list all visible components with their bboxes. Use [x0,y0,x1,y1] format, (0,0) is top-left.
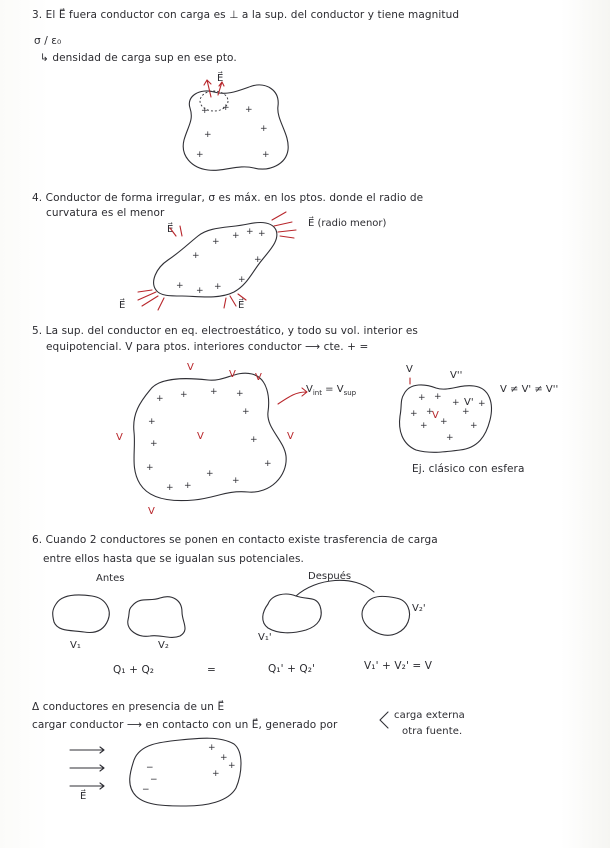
svg-text:+: + [220,753,228,763]
s6-v2p: V₂' [412,603,426,614]
s7-e-label: E⃗ [80,791,87,802]
s4-e-annotation: E⃗ (radio menor) [308,218,387,229]
s5-line1: 5. La sup. del conductor en eq. electroestático, y todo su vol. interior es [32,325,418,337]
s5-vtop: V [406,364,413,375]
svg-text:+: + [262,150,270,160]
svg-text:+: + [222,103,230,113]
s5-vint-sub: int [312,389,322,397]
svg-text:V: V [287,431,294,442]
svg-text:+: + [260,124,268,134]
s4-conductor-blob [138,212,296,310]
s5-v-neq: V ≠ V' ≠ V'' [500,384,559,395]
svg-text:+: + [156,394,164,404]
svg-text:+: + [250,435,258,445]
svg-text:+: + [228,761,236,771]
svg-text:+: + [420,421,428,431]
svg-text:+: + [264,459,272,469]
svg-text:+: + [238,275,246,285]
svg-text:+: + [246,227,254,237]
svg-text:+: + [150,439,158,449]
svg-text:+: + [208,743,216,753]
s7-field-conductor [70,712,388,806]
svg-text:+: + [478,399,486,409]
svg-text:V: V [229,369,236,380]
svg-text:V: V [148,506,155,517]
s7-option-external-charge: carga externa [394,710,465,721]
s7-line2: cargar conductor ⟶ en contacto con un E⃗, generado por [32,719,338,731]
svg-text:−: − [150,775,158,785]
s6-v1p: V₁' [258,632,272,643]
s3-e-label: E⃗ [217,73,224,84]
s5-example: Ej. clásico con esfera [412,463,525,475]
svg-text:+: + [146,463,154,473]
svg-text:+: + [204,130,212,140]
s6-eq-left: Q₁ + Q₂ [113,664,155,676]
s4-e-bottom-left: E⃗ [119,300,126,311]
svg-text:+: + [184,481,192,491]
svg-text:+: + [166,483,174,493]
svg-text:+: + [210,387,218,397]
svg-text:+: + [192,251,200,261]
svg-text:+: + [470,421,478,431]
s3-sigma: σ / ε₀ [34,35,62,47]
svg-text:+: + [446,433,454,443]
s4-e-bottom-right: E⃗ [238,300,245,311]
svg-text:V: V [197,431,204,442]
s6-after-conductors [263,580,410,635]
svg-text:+: + [214,282,222,292]
s7-option-other-source: otra fuente. [402,726,463,737]
s4-line1: 4. Conductor de forma irregular, σ es máx. en los ptos. donde el radio de [32,192,424,204]
svg-text:+: + [440,417,448,427]
svg-text:+: + [258,229,266,239]
s5-line2: equipotencial. V para ptos. interiores conductor ⟶ cte. + = [46,341,369,353]
s6-line2: entre ellos hasta que se igualan sus potenciales. [43,553,304,565]
svg-text:+: + [426,407,434,417]
svg-text:+: + [245,105,253,115]
svg-text:+: + [212,237,220,247]
s6-antes: Antes [96,573,125,584]
s5-vint: V [306,384,313,395]
s6-v2: V₂ [158,640,169,651]
s6-eq-right: V₁' + V₂' = V [364,660,432,672]
svg-text:V: V [432,410,439,421]
svg-text:V: V [255,372,262,383]
svg-text:+: + [452,398,460,408]
s6-before-conductors [53,595,185,637]
svg-text:−: − [146,763,154,773]
s5-sphere-example [400,378,492,452]
s4-line2: curvatura es el menor [46,207,165,219]
s6-line1: 6. Cuando 2 conductores se ponen en contacto existe trasferencia de carga [32,534,438,546]
s4-e-small: E⃗ [167,224,174,235]
svg-text:−: − [142,785,150,795]
svg-text:+: + [254,255,262,265]
svg-text:+: + [196,286,204,296]
s6-v1: V₁ [70,640,81,651]
s5-vsup-eq: = V [321,384,344,395]
svg-text:+: + [232,476,240,486]
s5-vdoubleprime: V'' [450,370,463,381]
svg-text:V: V [187,362,194,373]
s5-conductor-blob [116,362,307,517]
svg-text:+: + [196,150,204,160]
svg-text:+: + [462,407,470,417]
s7-line1: Δ conductores en presencia de un E⃗ [32,701,225,713]
s5-vsup-sub: sup [343,389,357,397]
svg-text:+: + [206,469,214,479]
s3-line1: 3. El E⃗ fuera conductor con carga es ⊥ a la sup. del conductor y tiene magnitud [32,9,460,21]
s6-eq-mid: Q₁' + Q₂' [268,663,316,675]
s6-equals: = [207,664,216,676]
s3-conductor-blob [183,80,288,170]
svg-text:+: + [180,390,188,400]
svg-text:+: + [410,409,418,419]
svg-text:+: + [418,393,426,403]
svg-text:+: + [242,407,250,417]
s5-vprime: V' [464,397,474,408]
svg-text:V: V [116,432,123,443]
svg-text:+: + [236,389,244,399]
svg-text:+: + [176,281,184,291]
s6-despues: Después [308,571,352,582]
svg-text:+: + [434,392,442,402]
s3-line2: ↳ densidad de carga sup en ese pto. [40,52,237,64]
svg-text:+: + [148,417,156,427]
svg-text:+: + [232,231,240,241]
svg-text:+: + [212,769,220,779]
svg-text:+: + [201,106,209,116]
